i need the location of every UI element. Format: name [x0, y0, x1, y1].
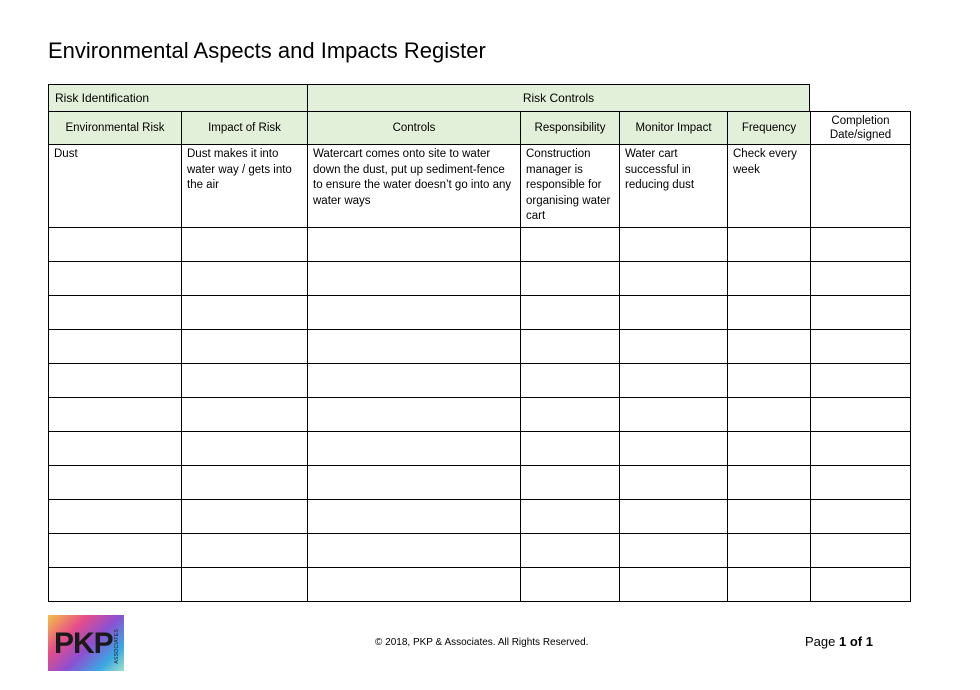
cell-monitor-impact[interactable]	[620, 227, 728, 261]
cell-completion-date[interactable]	[811, 261, 911, 295]
column-header-row	[49, 112, 911, 145]
cell-impact-of-risk[interactable]	[182, 363, 308, 397]
page-title: Environmental Aspects and Impacts Register	[48, 38, 486, 63]
cell-controls[interactable]	[308, 533, 521, 567]
cell-frequency[interactable]	[728, 227, 811, 261]
cell-monitor-impact[interactable]: Water cart successful in reducing dust	[620, 145, 728, 228]
cell-impact-of-risk[interactable]	[182, 465, 308, 499]
pkp-logo	[48, 615, 124, 671]
cell-completion-date[interactable]	[811, 363, 911, 397]
cell-monitor-impact[interactable]	[620, 295, 728, 329]
cell-frequency[interactable]	[728, 533, 811, 567]
column-header-responsibility: Responsibility	[521, 112, 620, 145]
copyright-notice: © 2018, PKP & Associates. All Rights Reserved.	[375, 637, 589, 648]
cell-completion-date[interactable]	[811, 465, 911, 499]
cell-environmental-risk[interactable]	[49, 227, 182, 261]
cell-frequency[interactable]: Check every week	[728, 145, 811, 228]
cell-completion-date[interactable]	[811, 397, 911, 431]
cell-completion-date[interactable]	[811, 533, 911, 567]
page-label: Page	[805, 634, 836, 649]
cell-controls[interactable]	[308, 329, 521, 363]
cell-impact-of-risk[interactable]	[182, 261, 308, 295]
cell-frequency[interactable]	[728, 329, 811, 363]
table-row	[49, 397, 911, 431]
cell-controls[interactable]	[308, 227, 521, 261]
cell-responsibility[interactable]: Construction manager is responsible for organising water cart	[521, 145, 620, 228]
cell-completion-date[interactable]	[811, 227, 911, 261]
page-current: 1	[839, 634, 847, 649]
cell-monitor-impact[interactable]	[620, 261, 728, 295]
cell-monitor-impact[interactable]	[620, 567, 728, 601]
cell-impact-of-risk[interactable]	[182, 329, 308, 363]
cell-responsibility[interactable]	[521, 397, 620, 431]
cell-controls[interactable]	[308, 261, 521, 295]
cell-impact-of-risk[interactable]	[182, 227, 308, 261]
cell-frequency[interactable]	[728, 465, 811, 499]
cell-impact-of-risk[interactable]: Dust makes it into water way / gets into the air	[182, 145, 308, 228]
cell-controls[interactable]	[308, 363, 521, 397]
cell-responsibility[interactable]	[521, 261, 620, 295]
cell-environmental-risk[interactable]	[49, 567, 182, 601]
column-header-monitor-impact: Monitor Impact	[620, 112, 728, 145]
cell-frequency[interactable]	[728, 397, 811, 431]
table-row	[49, 227, 911, 261]
column-header-controls: Controls	[308, 112, 521, 145]
page-number	[805, 634, 873, 649]
table-row	[49, 431, 911, 465]
cell-responsibility[interactable]	[521, 499, 620, 533]
cell-responsibility[interactable]	[521, 295, 620, 329]
cell-completion-date[interactable]	[811, 431, 911, 465]
logo-wordmark: PKP	[54, 627, 113, 660]
table-row	[49, 363, 911, 397]
table-row	[49, 499, 911, 533]
cell-impact-of-risk[interactable]	[182, 499, 308, 533]
cell-monitor-impact[interactable]	[620, 397, 728, 431]
cell-frequency[interactable]	[728, 431, 811, 465]
cell-monitor-impact[interactable]	[620, 533, 728, 567]
column-header-frequency: Frequency	[728, 112, 811, 145]
cell-controls[interactable]	[308, 499, 521, 533]
cell-responsibility[interactable]	[521, 465, 620, 499]
column-header-completion-date: Completion Date/signed	[811, 112, 911, 145]
cell-impact-of-risk[interactable]	[182, 431, 308, 465]
cell-environmental-risk[interactable]	[49, 363, 182, 397]
cell-monitor-impact[interactable]	[620, 465, 728, 499]
register-table	[48, 111, 911, 602]
cell-controls[interactable]	[308, 295, 521, 329]
cell-impact-of-risk[interactable]	[182, 567, 308, 601]
page-total: 1	[865, 634, 873, 649]
cell-completion-date[interactable]	[811, 499, 911, 533]
cell-controls[interactable]	[308, 567, 521, 601]
cell-controls[interactable]	[308, 397, 521, 431]
group-header-risk-controls: Risk Controls	[307, 84, 810, 112]
cell-completion-date[interactable]	[811, 567, 911, 601]
cell-impact-of-risk[interactable]	[182, 533, 308, 567]
cell-environmental-risk[interactable]	[49, 431, 182, 465]
cell-impact-of-risk[interactable]	[182, 295, 308, 329]
cell-frequency[interactable]	[728, 295, 811, 329]
cell-controls[interactable]	[308, 431, 521, 465]
cell-completion-date[interactable]	[811, 145, 911, 228]
cell-impact-of-risk[interactable]	[182, 397, 308, 431]
cell-environmental-risk[interactable]	[49, 397, 182, 431]
cell-environmental-risk[interactable]: Dust	[49, 145, 182, 228]
cell-completion-date[interactable]	[811, 295, 911, 329]
table-row	[49, 295, 911, 329]
cell-completion-date[interactable]	[811, 329, 911, 363]
cell-environmental-risk[interactable]	[49, 261, 182, 295]
cell-frequency[interactable]	[728, 363, 811, 397]
cell-environmental-risk[interactable]	[49, 533, 182, 567]
table-row	[49, 261, 911, 295]
cell-controls[interactable]: Watercart comes onto site to water down the dust, put up sediment-fence to ensure the water doesn’t go into any water ways	[308, 145, 521, 228]
cell-environmental-risk[interactable]	[49, 329, 182, 363]
table-row	[49, 329, 911, 363]
cell-responsibility[interactable]	[521, 329, 620, 363]
cell-responsibility[interactable]	[521, 363, 620, 397]
cell-frequency[interactable]	[728, 499, 811, 533]
cell-monitor-impact[interactable]	[620, 499, 728, 533]
cell-responsibility[interactable]	[521, 533, 620, 567]
cell-controls[interactable]	[308, 465, 521, 499]
cell-monitor-impact[interactable]	[620, 363, 728, 397]
table-row	[49, 145, 911, 228]
cell-monitor-impact[interactable]	[620, 329, 728, 363]
table-row	[49, 465, 911, 499]
table-row	[49, 567, 911, 601]
group-header-risk-identification: Risk Identification	[48, 84, 308, 112]
cell-frequency[interactable]	[728, 567, 811, 601]
table-row	[49, 533, 911, 567]
column-header-environmental-risk: Environmental Risk	[49, 112, 182, 145]
cell-environmental-risk[interactable]	[49, 499, 182, 533]
cell-responsibility[interactable]	[521, 431, 620, 465]
cell-responsibility[interactable]	[521, 227, 620, 261]
cell-frequency[interactable]	[728, 261, 811, 295]
page-of: of	[849, 634, 863, 649]
cell-responsibility[interactable]	[521, 567, 620, 601]
column-header-impact-of-risk: Impact of Risk	[182, 112, 308, 145]
cell-environmental-risk[interactable]	[49, 465, 182, 499]
cell-monitor-impact[interactable]	[620, 431, 728, 465]
logo-side-text: ASSOCIATES	[114, 629, 120, 664]
cell-environmental-risk[interactable]	[49, 295, 182, 329]
